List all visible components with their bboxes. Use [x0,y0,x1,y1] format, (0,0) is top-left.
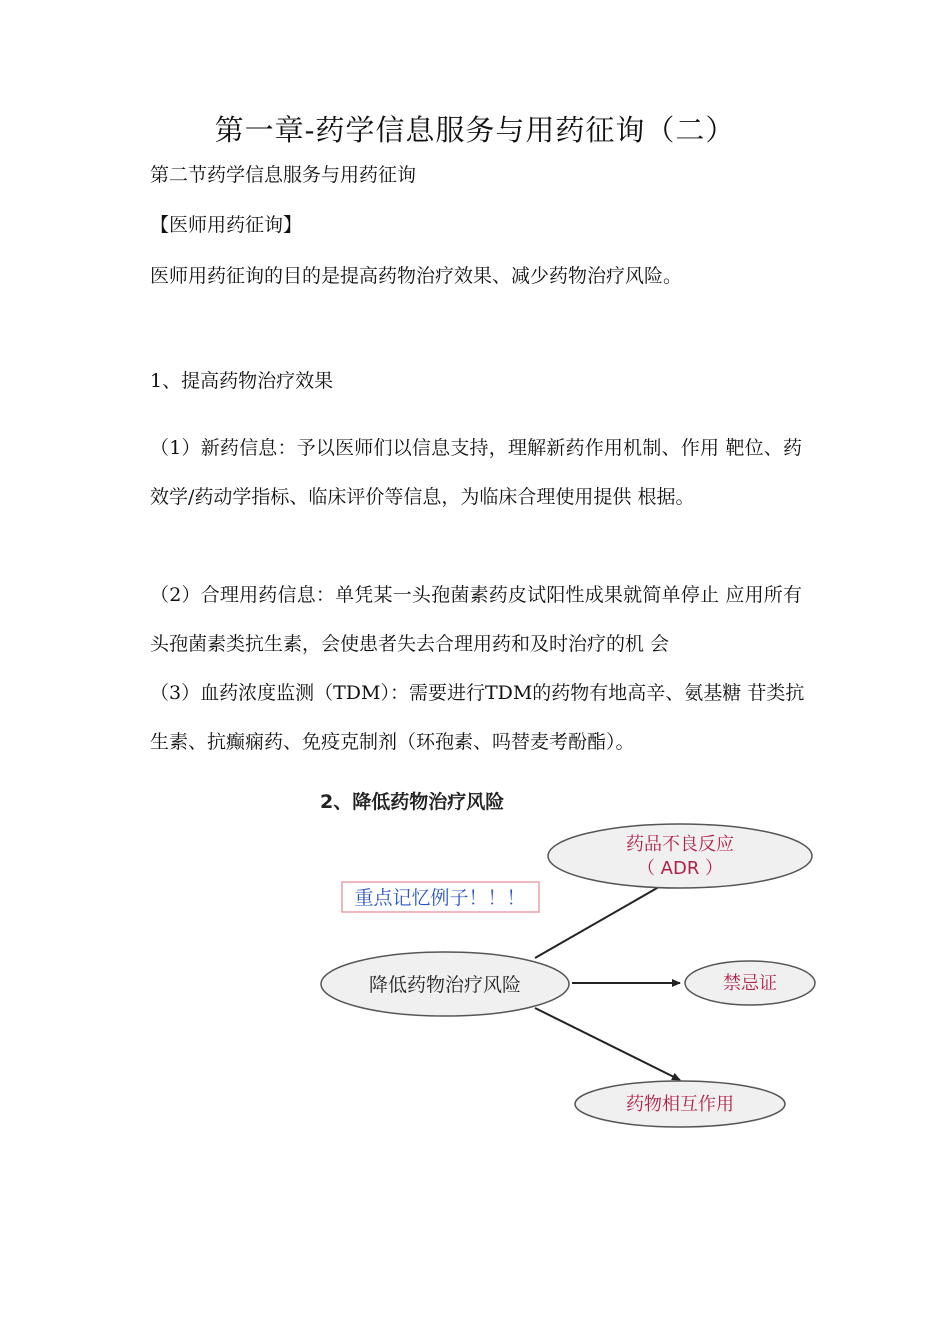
risk-diagram [310,788,830,1138]
item-tdm: （3）血药浓度监测（TDM）：需要进行TDM的药物有地高辛、氨基糖 苷类抗生素、抗癫痫药、免疫克制剂（环孢素、吗替麦考酚酯）。 [150,682,805,753]
adr-node-label-line2: （ ADR ） [636,858,724,879]
contraindication-node-label: 禁忌证 [723,973,777,994]
interaction-node-label: 药物相互作用 [626,1094,734,1115]
arrow-to-interaction [535,1008,680,1080]
risk-diagram-svg [310,788,830,1138]
item-rational-use-info: （2）合理用药信息：单凭某一头孢菌素药皮试阳性成果就简单停止 应用所有头孢菌素类抗生素，会使患者失去合理用药和及时治疗的机 会 [150,584,802,655]
center-node-label: 降低药物治疗风险 [368,974,522,996]
note-text: 重点记忆例子！！！ [354,887,526,909]
adr-node-label-line1: 药品不良反应 [626,834,734,855]
subsection-heading: 【医师用药征询】 [150,214,303,236]
intro-paragraph: 医师用药征询的目的是提高药物治疗效果、减少药物治疗风险。 [150,265,683,287]
page-title: 第一章-药学信息服务与用药征询（二） [214,113,736,147]
diagram-heading: 2、降低药物治疗风险 [320,791,505,813]
heading-improve-effect: 1、提高药物治疗效果 [150,370,334,392]
section-heading: 第二节药学信息服务与用药征询 [150,164,417,186]
item-new-drug-info: （1）新药信息：予以医师们以信息支持，理解新药作用机制、作用 靶位、药效学/药动学指标、临床评价等信息，为临床合理使用提供 根据。 [150,437,802,508]
